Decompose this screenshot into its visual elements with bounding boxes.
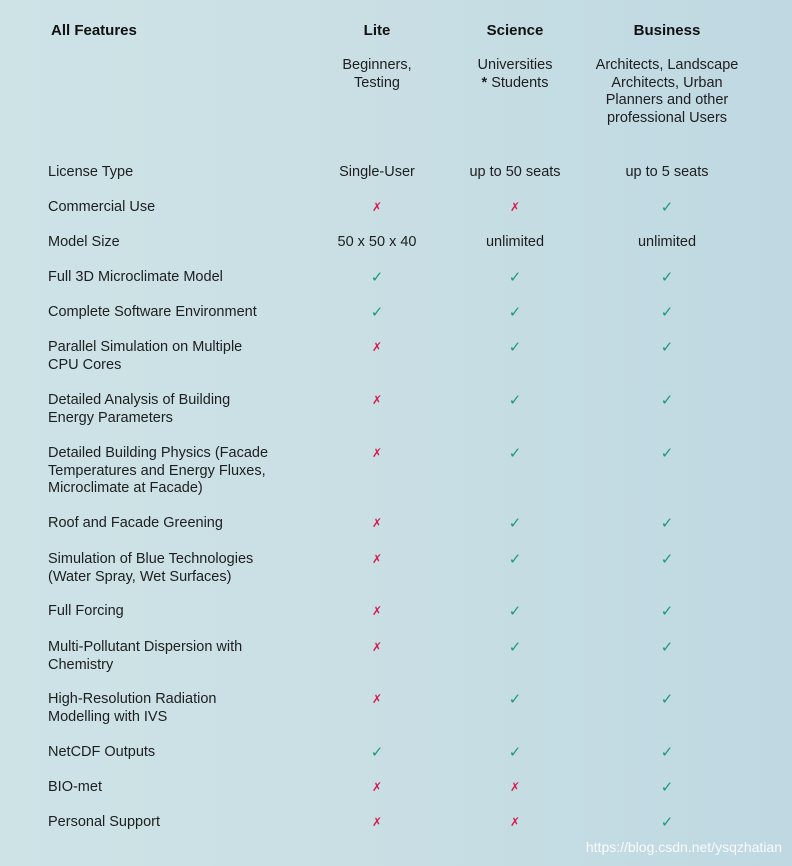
value-business: unlimited — [637, 234, 697, 250]
check-icon: ✓ — [370, 304, 384, 321]
feature-label: License Type — [48, 164, 134, 180]
check-icon: ✓ — [508, 551, 522, 568]
check-icon: ✓ — [660, 445, 674, 462]
check-icon: ✓ — [660, 779, 674, 796]
check-icon: ✓ — [660, 199, 674, 216]
cross-icon: ✗ — [371, 393, 383, 407]
cross-icon: ✗ — [371, 446, 383, 460]
plan-audience-business: Architects, Landscape Architects, Urban Planners and other professional Users — [595, 57, 739, 126]
check-icon: ✓ — [660, 691, 674, 708]
feature-label: Detailed Building Physics (Facade Temperatures and Energy Fluxes, Microclimate at Facade) — [48, 445, 269, 496]
plan-audience-science-line-2: * Students — [481, 74, 549, 91]
cross-icon: ✗ — [371, 200, 383, 214]
cross-icon: ✗ — [371, 815, 383, 829]
feature-label: Parallel Simulation on Multiple CPU Cores — [48, 339, 243, 373]
asterisk-marker: * — [481, 74, 488, 91]
check-icon: ✓ — [370, 269, 384, 286]
check-icon: ✓ — [508, 515, 522, 532]
check-icon: ✓ — [660, 269, 674, 286]
check-icon: ✓ — [508, 445, 522, 462]
check-icon: ✓ — [508, 691, 522, 708]
check-icon: ✓ — [508, 269, 522, 286]
cross-icon: ✗ — [509, 815, 521, 829]
check-icon: ✓ — [660, 339, 674, 356]
feature-label: BIO-met — [48, 779, 102, 795]
feature-label: Detailed Analysis of Building Energy Parameters — [48, 392, 231, 426]
features-column-title: All Features — [51, 22, 137, 39]
cross-icon: ✗ — [371, 640, 383, 654]
cross-icon: ✗ — [371, 552, 383, 566]
check-icon: ✓ — [508, 304, 522, 321]
cross-icon: ✗ — [509, 200, 521, 214]
value-lite: 50 x 50 x 40 — [337, 234, 417, 250]
check-icon: ✓ — [660, 304, 674, 321]
cross-icon: ✗ — [509, 780, 521, 794]
check-icon: ✓ — [370, 744, 384, 761]
cross-icon: ✗ — [371, 604, 383, 618]
value-science: unlimited — [485, 234, 545, 250]
check-icon: ✓ — [660, 603, 674, 620]
value-science: up to 50 seats — [469, 164, 561, 180]
check-icon: ✓ — [660, 639, 674, 656]
cross-icon: ✗ — [371, 516, 383, 530]
check-icon: ✓ — [660, 744, 674, 761]
feature-label: Full 3D Microclimate Model — [48, 269, 223, 285]
value-business: up to 5 seats — [625, 164, 709, 180]
feature-label: Commercial Use — [48, 199, 156, 215]
plan-title-lite: Lite — [363, 22, 391, 39]
plan-audience-lite: Beginners, Testing — [342, 57, 412, 91]
plan-title-business: Business — [633, 22, 701, 39]
feature-label: Full Forcing — [48, 603, 124, 619]
value-lite: Single-User — [339, 164, 415, 180]
cross-icon: ✗ — [371, 340, 383, 354]
feature-label: NetCDF Outputs — [48, 744, 156, 760]
plan-audience-science — [440, 57, 590, 92]
feature-label: Personal Support — [48, 814, 161, 830]
feature-label: Complete Software Environment — [48, 304, 257, 320]
watermark-url: https://blog.csdn.net/ysqzhatian — [585, 839, 782, 855]
check-icon: ✓ — [508, 339, 522, 356]
feature-label: Simulation of Blue Technologies (Water Spray, Wet Surfaces) — [48, 551, 254, 585]
feature-label: High-Resolution Radiation Modelling with IVS — [48, 691, 217, 725]
check-icon: ✓ — [508, 392, 522, 409]
check-icon: ✓ — [660, 515, 674, 532]
plan-audience-science-line-1: Universities — [477, 57, 553, 73]
cross-icon: ✗ — [371, 692, 383, 706]
feature-label: Multi-Pollutant Dispersion with Chemistry — [48, 639, 243, 673]
check-icon: ✓ — [660, 551, 674, 568]
check-icon: ✓ — [660, 814, 674, 831]
feature-label: Roof and Facade Greening — [48, 515, 223, 531]
check-icon: ✓ — [508, 639, 522, 656]
plan-title-science: Science — [486, 22, 544, 39]
cross-icon: ✗ — [371, 780, 383, 794]
feature-label: Model Size — [48, 234, 120, 250]
check-icon: ✓ — [508, 603, 522, 620]
check-icon: ✓ — [660, 392, 674, 409]
check-icon: ✓ — [508, 744, 522, 761]
